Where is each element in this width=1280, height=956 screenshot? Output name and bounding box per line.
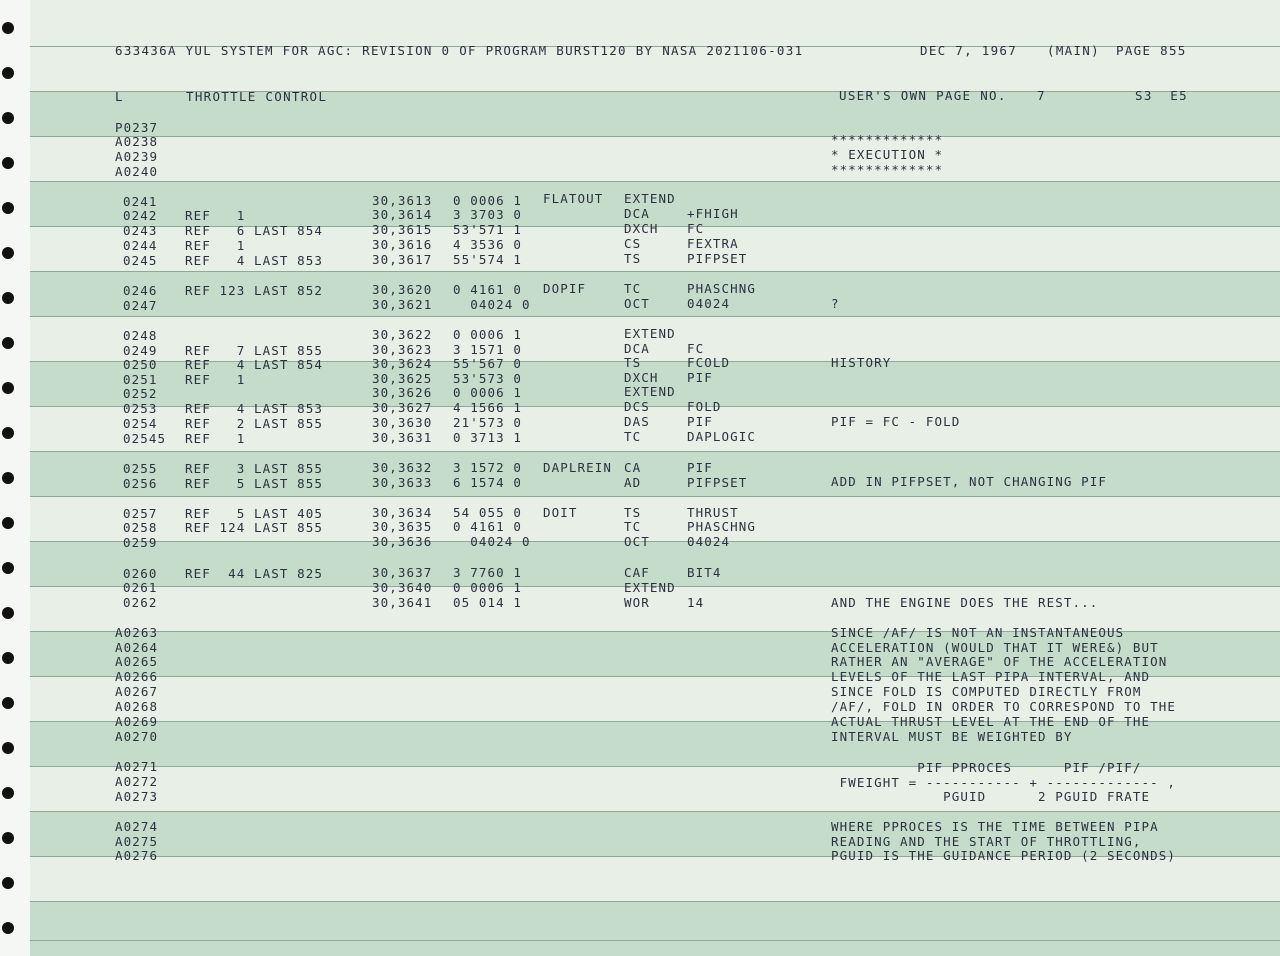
rule-line: [30, 940, 1280, 941]
operand: PHASCHNG: [687, 281, 757, 296]
address: 30,3616: [372, 237, 433, 252]
punch-hole-icon: [2, 337, 14, 349]
reference: REF 6 LAST 854: [185, 223, 324, 238]
line-number: A0268: [115, 699, 159, 714]
punch-hole-icon: [2, 742, 14, 754]
opcode: EXTEND: [624, 191, 676, 206]
octal-word: 05 014 1: [453, 595, 523, 610]
address: 30,3633: [372, 475, 433, 490]
operand: PHASCHNG: [687, 519, 757, 534]
opcode: CS: [624, 236, 642, 251]
punch-hole-icon: [2, 382, 14, 394]
address: 30,3614: [372, 207, 433, 222]
punch-hole-icon: [2, 427, 14, 439]
line-number: A0239: [115, 149, 159, 164]
line-number: 02545: [123, 431, 167, 446]
user-page-label: USER'S OWN PAGE NO.: [839, 88, 1007, 103]
punch-hole-icon: [2, 562, 14, 574]
reference: REF 44 LAST 825: [185, 566, 324, 581]
punch-hole-icon: [2, 67, 14, 79]
line-number: A0238: [115, 134, 159, 149]
line-number: A0272: [115, 774, 159, 789]
octal-word: 55'574 1: [453, 252, 523, 267]
line-number: 0262: [123, 595, 158, 610]
octal-word: 21'573 0: [453, 415, 523, 430]
reference: REF 1: [185, 208, 246, 223]
octal-word: 53'571 1: [453, 222, 523, 237]
line-number: A0265: [115, 654, 159, 669]
punch-hole-icon: [2, 202, 14, 214]
line-number: 0251: [123, 372, 158, 387]
address: 30,3631: [372, 430, 433, 445]
opcode: TC: [624, 519, 642, 534]
reference: REF 2 LAST 855: [185, 416, 324, 431]
octal-word: 3 1572 0: [453, 460, 523, 475]
line-number: 0242: [123, 208, 158, 223]
punch-hole-icon: [2, 292, 14, 304]
comment: RATHER AN "AVERAGE" OF THE ACCELERATION: [831, 654, 1168, 669]
address: 30,3615: [372, 222, 433, 237]
comment: ACTUAL THRUST LEVEL AT THE END OF THE: [831, 714, 1151, 729]
line-number: 0244: [123, 238, 158, 253]
rule-line: [30, 136, 1280, 137]
comment: *************: [831, 162, 944, 177]
comment: HISTORY: [831, 355, 892, 370]
paper-band: [30, 136, 1280, 181]
opcode: EXTEND: [624, 326, 676, 341]
section-title: THROTTLE CONTROL: [186, 89, 328, 104]
octal-word: 0 0006 1: [453, 580, 523, 595]
punch-hole-icon: [2, 697, 14, 709]
reference: REF 1: [185, 238, 246, 253]
operand: FOLD: [687, 399, 722, 414]
operand: DAPLOGIC: [687, 429, 757, 444]
comment: SINCE FOLD IS COMPUTED DIRECTLY FROM: [831, 684, 1142, 699]
punch-hole-icon: [2, 112, 14, 124]
comment: AND THE ENGINE DOES THE REST...: [831, 595, 1099, 610]
opcode: EXTEND: [624, 580, 676, 595]
address: 30,3622: [372, 327, 433, 342]
comment: FWEIGHT = ----------- + ------------- ,: [831, 775, 1177, 790]
label: DOIT: [543, 505, 578, 520]
address: 30,3635: [372, 519, 433, 534]
operand: 14: [687, 595, 705, 610]
octal-word: 0 0006 1: [453, 193, 523, 208]
comment: ?: [831, 296, 840, 311]
line-number: 0254: [123, 416, 158, 431]
line-number: 0253: [123, 401, 158, 416]
address: 30,3637: [372, 565, 433, 580]
opcode: OCT: [624, 534, 650, 549]
line-number: A0240: [115, 164, 159, 179]
reference: REF 124 LAST 855: [185, 520, 324, 535]
opcode: TC: [624, 429, 642, 444]
operand: FEXTRA: [687, 236, 739, 251]
octal-word: 0 0006 1: [453, 385, 523, 400]
page-codes: S3 E5: [1135, 88, 1188, 103]
octal-word: 4 3536 0: [453, 237, 523, 252]
line-number: 0256: [123, 476, 158, 491]
comment: ACCELERATION (WOULD THAT IT WERE&) BUT: [831, 640, 1159, 655]
opcode: EXTEND: [624, 384, 676, 399]
octal-word: 0 3713 1: [453, 430, 523, 445]
octal-word: 0 0006 1: [453, 327, 523, 342]
punch-hole-icon: [2, 157, 14, 169]
line-number: 0258: [123, 520, 158, 535]
octal-word: 6 1574 0: [453, 475, 523, 490]
paper-band: [30, 0, 1280, 46]
opcode: TS: [624, 355, 642, 370]
address: 30,3617: [372, 252, 433, 267]
punch-hole-icon: [2, 607, 14, 619]
opcode: DAS: [624, 414, 650, 429]
rule-line: [30, 451, 1280, 452]
octal-word: 0 4161 0: [453, 519, 523, 534]
address: 30,3626: [372, 385, 433, 400]
reference: REF 3 LAST 855: [185, 461, 324, 476]
line-number: 0259: [123, 535, 158, 550]
line-number: A0276: [115, 848, 159, 863]
line-number: 0247: [123, 298, 158, 313]
label: FLATOUT: [543, 191, 604, 206]
address: 30,3630: [372, 415, 433, 430]
system-line: 633436A YUL SYSTEM FOR AGC: REVISION 0 OF PROGRAM BURST120 BY NASA 2021106-031: [115, 43, 804, 58]
octal-word: 04024 0: [453, 534, 531, 549]
comment: LEVELS OF THE LAST PIPA INTERVAL, AND: [831, 669, 1151, 684]
punch-hole-icon: [2, 832, 14, 844]
address: 30,3623: [372, 342, 433, 357]
comment: WHERE PPROCES IS THE TIME BETWEEN PIPA: [831, 819, 1159, 834]
comment: PGUID 2 PGUID FRATE: [831, 789, 1151, 804]
line-number: 0257: [123, 506, 158, 521]
punch-hole-icon: [2, 652, 14, 664]
rule-line: [30, 541, 1280, 542]
rule-line: [30, 811, 1280, 812]
line-number: A0267: [115, 684, 159, 699]
reference: REF 5 LAST 405: [185, 506, 324, 521]
label: DAPLREIN: [543, 460, 613, 475]
address: 30,3636: [372, 534, 433, 549]
operand: THRUST: [687, 505, 739, 520]
octal-word: 3 7760 1: [453, 565, 523, 580]
rule-line: [30, 181, 1280, 182]
opcode: OCT: [624, 296, 650, 311]
line-number: 0246: [123, 283, 158, 298]
line-number: A0266: [115, 669, 159, 684]
line-number: A0269: [115, 714, 159, 729]
punch-hole-icon: [2, 517, 14, 529]
operand: +FHIGH: [687, 206, 739, 221]
address: 30,3632: [372, 460, 433, 475]
line-number: P0237: [115, 120, 159, 135]
operand: FC: [687, 341, 705, 356]
address: 30,3621: [372, 297, 433, 312]
line-number: 0260: [123, 566, 158, 581]
rule-line: [30, 316, 1280, 317]
reference: REF 4 LAST 853: [185, 253, 324, 268]
reference: REF 4 LAST 853: [185, 401, 324, 416]
comment: SINCE /AF/ IS NOT AN INSTANTANEOUS: [831, 625, 1125, 640]
line-number: 0245: [123, 253, 158, 268]
line-number: 0250: [123, 357, 158, 372]
address: 30,3624: [372, 356, 433, 371]
address: 30,3620: [372, 282, 433, 297]
octal-word: 4 1566 1: [453, 400, 523, 415]
tractor-margin: [0, 0, 30, 956]
log-letter: L: [115, 89, 124, 104]
operand: PIF: [687, 370, 713, 385]
label: DOPIF: [543, 281, 587, 296]
operand: PIF: [687, 460, 713, 475]
line-number: 0249: [123, 343, 158, 358]
operand: PIF: [687, 414, 713, 429]
rule-line: [30, 901, 1280, 902]
line-number: A0270: [115, 729, 159, 744]
punch-hole-icon: [2, 877, 14, 889]
octal-word: 0 4161 0: [453, 282, 523, 297]
address: 30,3627: [372, 400, 433, 415]
opcode: DXCH: [624, 370, 659, 385]
line-number: 0261: [123, 580, 158, 595]
comment: ADD IN PIFPSET, NOT CHANGING PIF: [831, 474, 1108, 489]
comment: READING AND THE START OF THROTTLING,: [831, 834, 1142, 849]
reference: REF 1: [185, 372, 246, 387]
reference: REF 7 LAST 855: [185, 343, 324, 358]
line-number: 0243: [123, 223, 158, 238]
opcode: TS: [624, 505, 642, 520]
comment: PGUID IS THE GUIDANCE PERIOD (2 SECONDS): [831, 848, 1177, 863]
reference: REF 123 LAST 852: [185, 283, 324, 298]
opcode: WOR: [624, 595, 650, 610]
address: 30,3641: [372, 595, 433, 610]
octal-word: 3 1571 0: [453, 342, 523, 357]
punch-hole-icon: [2, 22, 14, 34]
address: 30,3634: [372, 505, 433, 520]
user-page-no: 7: [1037, 88, 1046, 103]
line-number: A0273: [115, 789, 159, 804]
punch-hole-icon: [2, 922, 14, 934]
comment: * EXECUTION *: [831, 147, 944, 162]
operand: PIFPSET: [687, 251, 748, 266]
octal-word: 55'567 0: [453, 356, 523, 371]
punch-hole-icon: [2, 247, 14, 259]
comment: INTERVAL MUST BE WEIGHTED BY: [831, 729, 1073, 744]
operand: 04024: [687, 534, 731, 549]
operand: 04024: [687, 296, 731, 311]
opcode: TS: [624, 251, 642, 266]
paper-band: [30, 901, 1280, 956]
line-number: A0271: [115, 759, 159, 774]
line-number: 0255: [123, 461, 158, 476]
octal-word: 54 055 0: [453, 505, 523, 520]
line-number: A0275: [115, 834, 159, 849]
main-tag: (MAIN): [1047, 43, 1100, 58]
opcode: TC: [624, 281, 642, 296]
operand: FCOLD: [687, 355, 731, 370]
operand: PIFPSET: [687, 475, 748, 490]
comment: *************: [831, 132, 944, 147]
rule-line: [30, 271, 1280, 272]
octal-word: 53'573 0: [453, 371, 523, 386]
line-number: 0248: [123, 328, 158, 343]
comment: /AF/, FOLD IN ORDER TO CORRESPOND TO THE: [831, 699, 1177, 714]
opcode: DCA: [624, 206, 650, 221]
line-number: 0252: [123, 386, 158, 401]
opcode: CAF: [624, 565, 650, 580]
opcode: DCA: [624, 341, 650, 356]
comment: PIF PPROCES PIF /PIF/: [831, 760, 1142, 775]
reference: REF 1: [185, 431, 246, 446]
line-number: A0274: [115, 819, 159, 834]
line-number: A0264: [115, 640, 159, 655]
octal-word: 04024 0: [453, 297, 531, 312]
opcode: AD: [624, 475, 642, 490]
line-number: 0241: [123, 194, 158, 209]
page-number: PAGE 855: [1116, 43, 1187, 58]
punch-hole-icon: [2, 472, 14, 484]
reference: REF 5 LAST 855: [185, 476, 324, 491]
opcode: DXCH: [624, 221, 659, 236]
address: 30,3613: [372, 193, 433, 208]
octal-word: 3 3703 0: [453, 207, 523, 222]
address: 30,3625: [372, 371, 433, 386]
punch-hole-icon: [2, 787, 14, 799]
print-date: DEC 7, 1967: [920, 43, 1018, 58]
operand: FC: [687, 221, 705, 236]
opcode: CA: [624, 460, 642, 475]
comment: PIF = FC - FOLD: [831, 414, 961, 429]
line-number: A0263: [115, 625, 159, 640]
operand: BIT4: [687, 565, 722, 580]
opcode: DCS: [624, 399, 650, 414]
address: 30,3640: [372, 580, 433, 595]
rule-line: [30, 496, 1280, 497]
reference: REF 4 LAST 854: [185, 357, 324, 372]
